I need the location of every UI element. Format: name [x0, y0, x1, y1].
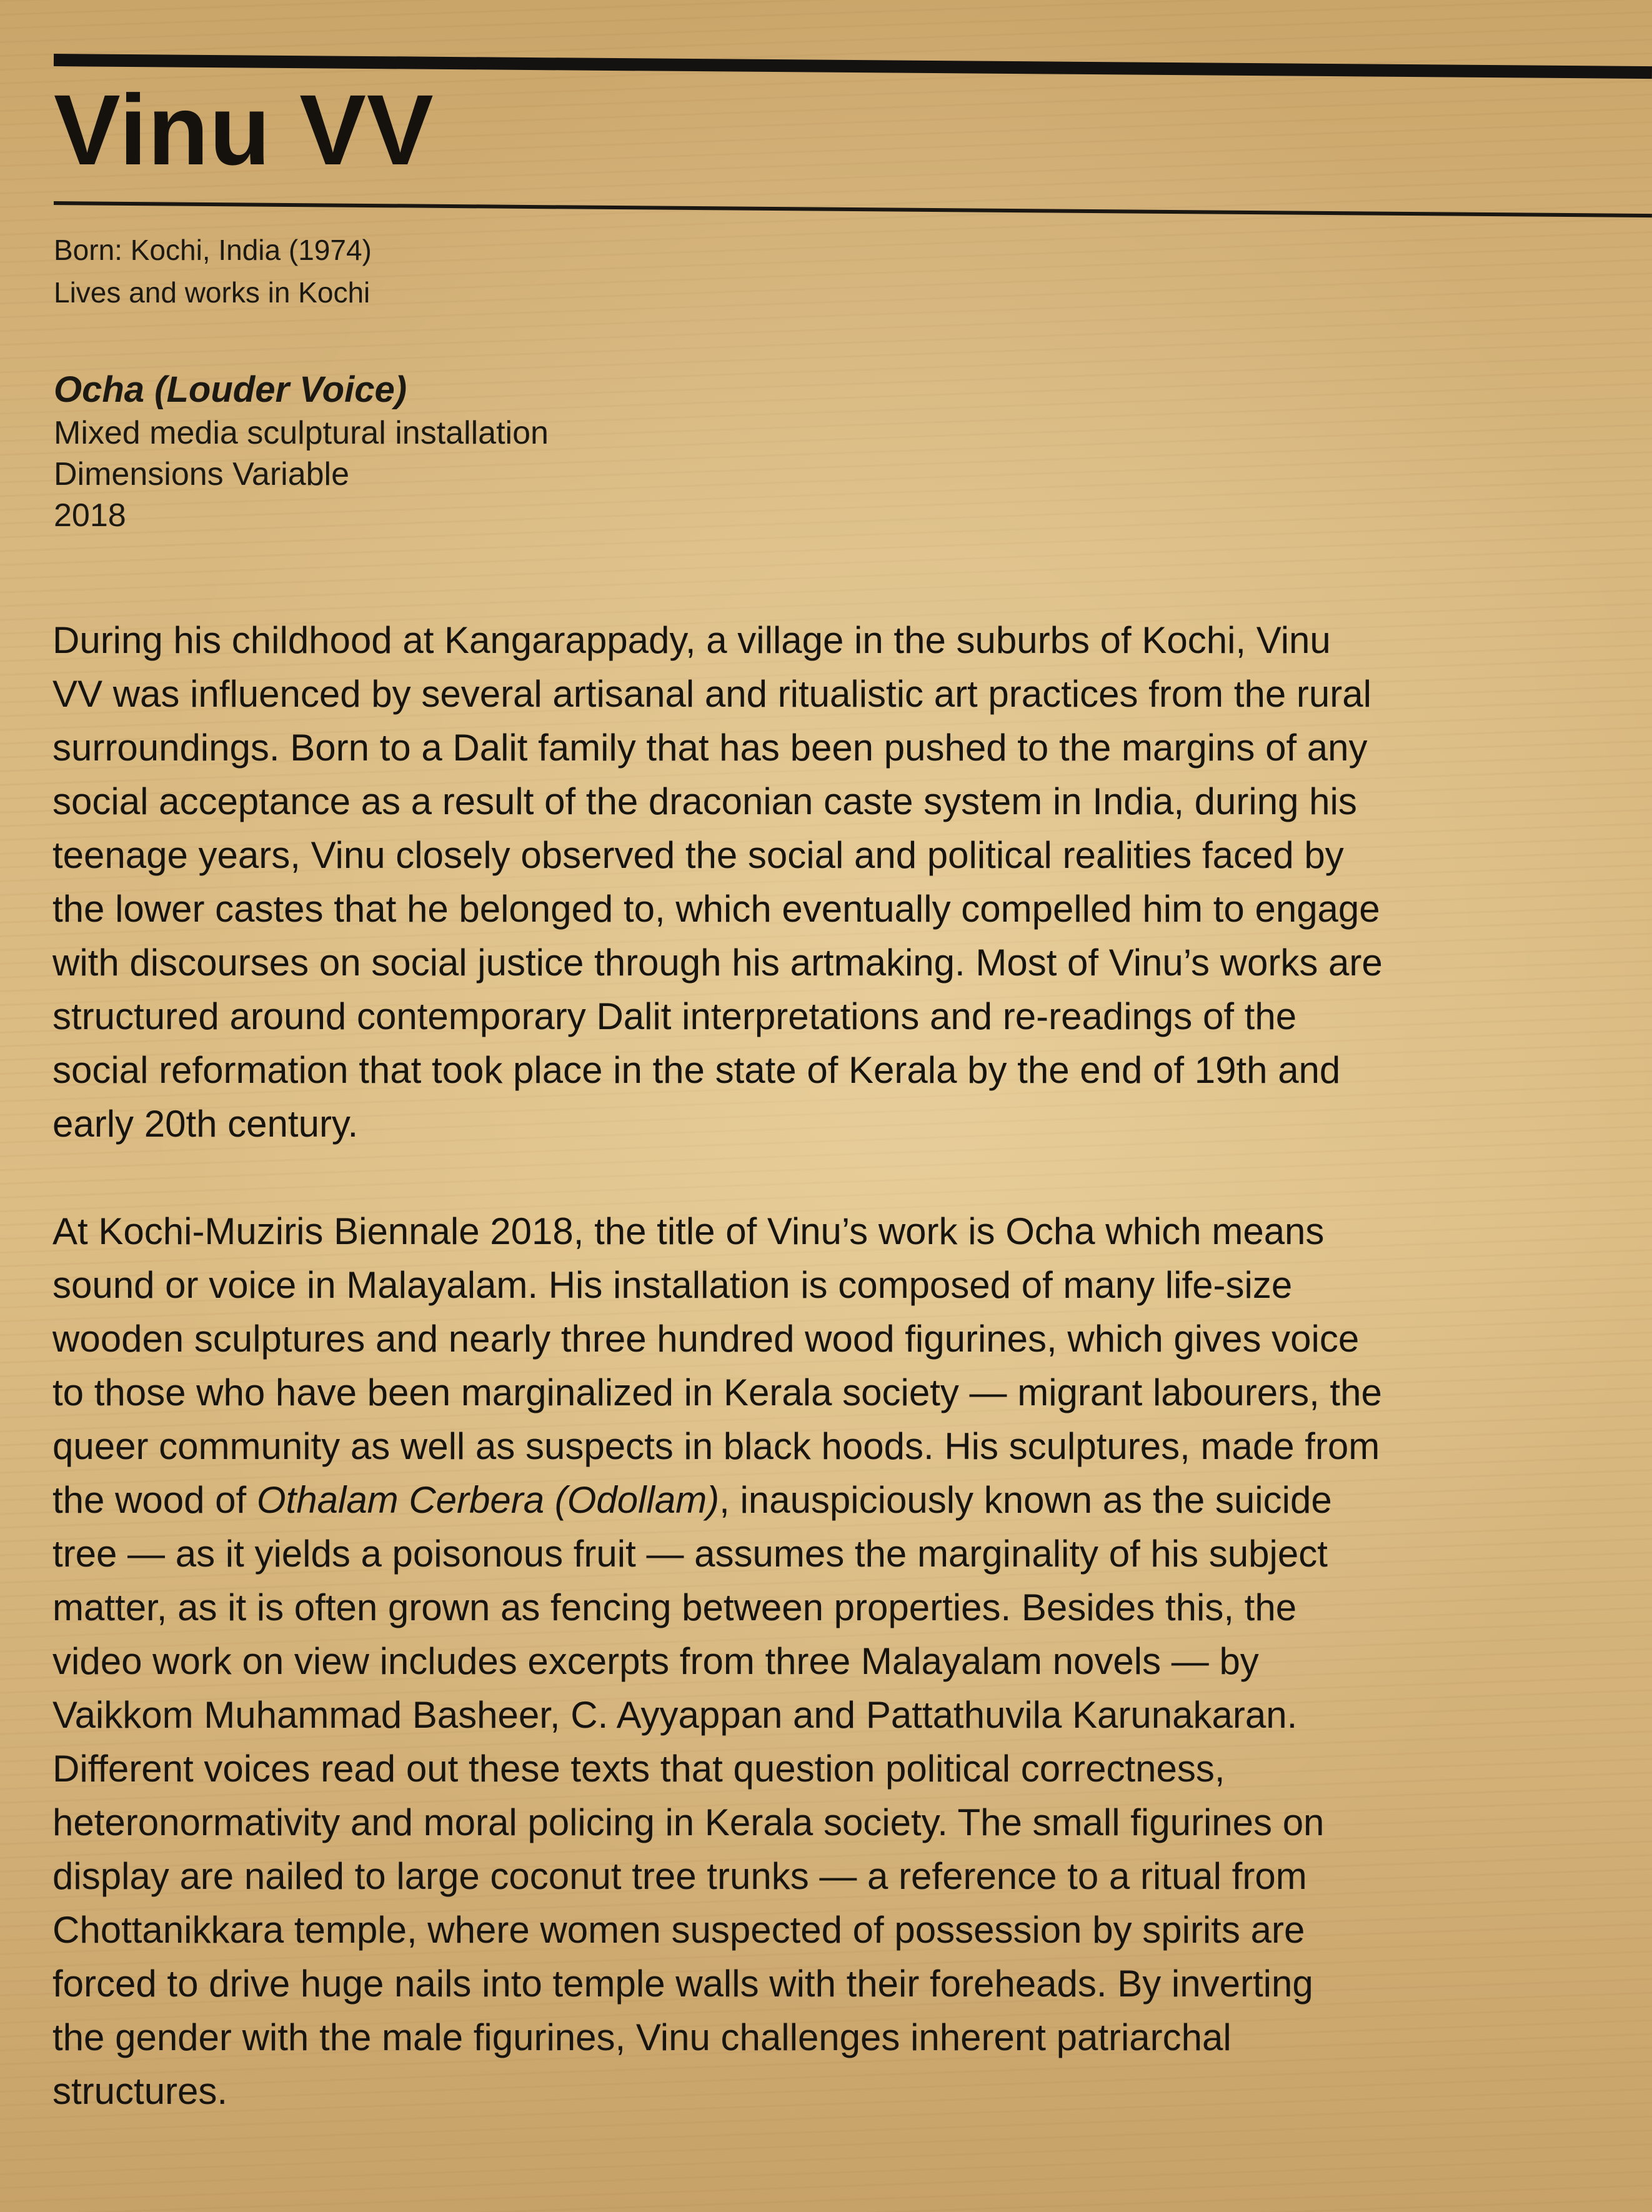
paragraph-line: During his childhood at Kangarappady, a village in the suburbs of Kochi, Vinu	[52, 619, 1331, 661]
artist-meta	[54, 229, 372, 314]
paragraph-line: VV was influenced by several artisanal and ritualistic art practices from the rural	[52, 673, 1371, 715]
paragraph-line: sound or voice in Malayalam. His installation is composed of many life-size	[52, 1264, 1293, 1306]
artist-name: Vinu VV	[54, 74, 434, 186]
paragraph-line: tree — as it yields a poisonous fruit — assumes the marginality of his subject	[52, 1533, 1328, 1575]
paragraph-line: heteronormativity and moral policing in Kerala society. The small figurines on	[52, 1801, 1325, 1843]
artist-born: Born: Kochi, India (1974)	[54, 234, 372, 266]
text-segment: the wood of	[52, 1479, 257, 1521]
paragraph-line: forced to drive huge nails into temple walls with their foreheads. By inverting	[52, 1963, 1313, 2005]
text-segment: , inauspiciously known as the suicide	[719, 1479, 1332, 1521]
paragraph-line: Vaikkom Muhammad Basheer, C. Ayyappan and Pattathuvila Karunakaran.	[52, 1694, 1298, 1736]
paragraph-line: surroundings. Born to a Dalit family that has been pushed to the margins of any	[52, 727, 1368, 769]
wood-species-name: Othalam Cerbera (Odollam)	[256, 1479, 720, 1521]
paragraph-line: with discourses on social justice through his artmaking. Most of Vinu’s works are	[52, 942, 1383, 984]
paragraph-line-with-italic	[52, 1473, 1652, 1527]
paragraph-line: wooden sculptures and nearly three hundred wood figurines, which gives voice	[52, 1318, 1360, 1360]
paragraph-line: structures.	[52, 2070, 228, 2112]
work-meta	[54, 367, 549, 536]
paragraph-line: Chottanikkara temple, where women suspected of possession by spirits are	[52, 1909, 1305, 1951]
paragraph-line: queer community as well as suspects in black hoods. His sculptures, made from	[52, 1425, 1380, 1467]
paragraph-installation	[52, 1205, 1652, 2118]
paragraph-line: early 20th century.	[52, 1103, 359, 1145]
paragraph-line: the gender with the male figurines, Vinu challenges inherent patriarchal	[52, 2016, 1232, 2058]
paragraph-line: social reformation that took place in the state of Kerala by the end of 19th and	[52, 1049, 1341, 1091]
paragraph-line: teenage years, Vinu closely observed the social and political realities faced by	[52, 834, 1344, 876]
paragraph-line: display are nailed to large coconut tree trunks — a reference to a ritual from	[52, 1855, 1307, 1897]
paragraph-line: At Kochi-Muziris Biennale 2018, the title of Vinu’s work is Ocha which means	[52, 1210, 1325, 1252]
paragraph-line: structured around contemporary Dalit interpretations and re-readings of the	[52, 995, 1297, 1037]
work-medium: Mixed media sculptural installation	[54, 415, 549, 451]
work-dimensions: Dimensions Variable	[54, 456, 350, 492]
title-divider	[54, 201, 1652, 217]
artist-residence: Lives and works in Kochi	[54, 276, 371, 309]
paragraph-line: the lower castes that he belonged to, which eventually compelled him to engage	[52, 888, 1380, 930]
paragraph-line: social acceptance as a result of the draconian caste system in India, during his	[52, 780, 1357, 822]
paragraph-line: Different voices read out these texts that question political correctness,	[52, 1748, 1225, 1790]
paragraph-line: video work on view includes excerpts from three Malayalam novels — by	[52, 1640, 1259, 1682]
work-year: 2018	[54, 497, 126, 534]
paragraph-biography	[52, 614, 1652, 1151]
paragraph-line: to those who have been marginalized in Kerala society — migrant labourers, the	[52, 1372, 1382, 1413]
paragraph-line: matter, as it is often grown as fencing between properties. Besides this, the	[52, 1587, 1297, 1628]
work-title: Ocha (Louder Voice)	[54, 369, 407, 410]
